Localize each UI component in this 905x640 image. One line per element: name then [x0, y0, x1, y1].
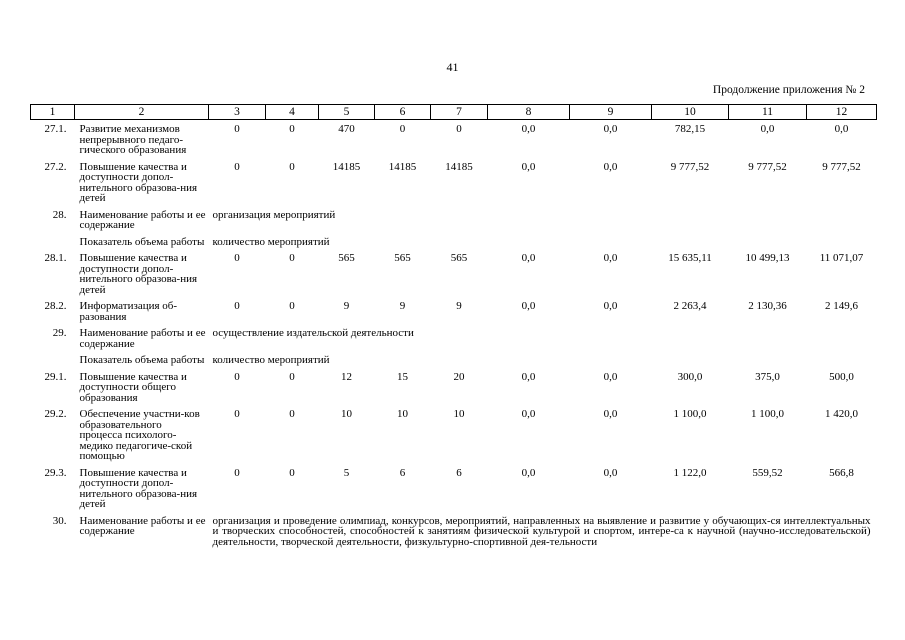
cell-value: 14185: [332, 160, 361, 173]
table-row: [31, 297, 877, 324]
cell-value: 0: [289, 160, 295, 173]
row-number: [31, 351, 75, 368]
cell-value: 0: [289, 300, 295, 312]
cell-value: 9 777,52: [822, 160, 861, 173]
table-row: [31, 233, 877, 250]
cell-value: 12: [341, 370, 352, 383]
cell-value: 0: [234, 408, 240, 420]
cell-value: 5: [343, 466, 350, 479]
row-name: Наименование работы и ее содержание: [79, 327, 206, 350]
column-header: 4: [266, 105, 319, 120]
cell-value: 565: [394, 252, 411, 264]
cell-value: 10: [397, 408, 408, 420]
appendix-caption: Продолжение приложения № 2: [712, 84, 865, 96]
cell-value: 375,0: [755, 370, 780, 383]
row-description: осуществление издательской деятельности: [212, 327, 414, 339]
column-header: 8: [488, 105, 570, 120]
cell-value: 14185: [388, 160, 417, 173]
column-header: 7: [431, 105, 488, 120]
table-row: [31, 512, 877, 550]
cell-value: 0: [234, 466, 240, 479]
cell-value: 9 777,52: [748, 160, 787, 173]
row-number: 28.2.: [44, 300, 67, 312]
row-name: Обеспечение участни-ков образовательного процесса психолого-медико педагогиче-ской помощью: [79, 408, 200, 462]
column-header: 10: [652, 105, 729, 120]
cell-value: 9: [456, 300, 462, 312]
cell-value: 2 130,36: [748, 300, 787, 312]
table-row: [31, 405, 877, 464]
cell-value: 565: [450, 252, 468, 264]
cell-value: 0,0: [521, 252, 536, 264]
cell-value: 0,0: [521, 123, 536, 135]
cell-value: 1 100,0: [751, 408, 784, 420]
cell-value: 2 263,4: [673, 300, 707, 312]
page-number: 41: [446, 60, 459, 74]
column-number-row: [31, 105, 877, 120]
row-name: Показатель объема работы: [79, 235, 205, 248]
column-header: 11: [729, 105, 807, 120]
cell-value: 15: [397, 370, 408, 383]
row-description: организация и проведение олимпиад, конкурсов, мероприятий, направленных на выявление и развитие у обучающих-ся интеллектуальных и творческих способностей, способностей к занятиям физической культурой и спортом, интере-са к научной (научно-исследовательской) деятельности, творческой деятельности, физкультурно-спортивной дея-тельности: [212, 514, 871, 548]
cell-value: 9: [399, 300, 406, 312]
cell-value: 470: [338, 123, 355, 135]
table-body: [31, 120, 877, 550]
row-name: Повышение качества и доступности допол-нительного образова-ния детей: [79, 160, 198, 204]
cell-value: 0: [289, 252, 295, 264]
cell-value: 300,0: [677, 370, 703, 383]
row-number: [31, 233, 75, 250]
cell-value: 0: [234, 160, 240, 173]
table-row: [31, 206, 877, 233]
table-row: [31, 324, 877, 351]
cell-value: 0: [399, 123, 406, 135]
cell-value: 0,0: [760, 123, 775, 135]
cell-value: 10: [341, 408, 352, 420]
cell-value: 0,0: [521, 370, 536, 383]
row-description: количество мероприятий: [212, 354, 330, 366]
cell-value: 0,0: [603, 160, 618, 173]
column-header: 5: [319, 105, 375, 120]
cell-value: 0: [456, 123, 462, 135]
table-row: [31, 351, 877, 368]
cell-value: 9: [343, 300, 350, 312]
row-number: 30.: [52, 514, 67, 527]
cell-value: 2 149,6: [825, 300, 858, 312]
cell-value: 0: [289, 466, 295, 479]
cell-value: 0,0: [603, 466, 618, 479]
cell-value: 15 635,11: [668, 252, 712, 264]
row-name: Повышение качества и доступности допол-нительного образова-ния детей: [79, 252, 198, 296]
row-number: 27.1.: [44, 123, 67, 135]
cell-value: 0,0: [834, 123, 849, 135]
row-number: 29.2.: [44, 408, 67, 420]
cell-value: 0,0: [521, 408, 536, 420]
cell-value: 1 420,0: [825, 408, 858, 420]
column-header: 6: [375, 105, 431, 120]
cell-value: 0,0: [521, 300, 536, 312]
cell-value: 0,0: [603, 370, 618, 383]
row-number: 29.: [52, 327, 67, 339]
cell-value: 0: [234, 300, 240, 312]
cell-value: 6: [456, 466, 462, 479]
table-row: [31, 158, 877, 206]
row-description: количество мероприятий: [212, 235, 330, 248]
row-name: Показатель объема работы: [79, 354, 205, 366]
cell-value: 10: [453, 408, 465, 420]
cell-value: 0: [234, 252, 240, 264]
row-name: Наименование работы и ее содержание: [79, 208, 206, 231]
cell-value: 0: [234, 370, 240, 383]
appendix-table: [30, 104, 877, 549]
row-number: 28.: [52, 208, 67, 221]
row-name: Повышение качества и доступности допол-нительного образова-ния детей: [79, 466, 198, 510]
cell-value: 782,15: [674, 123, 706, 135]
column-header: 12: [807, 105, 877, 120]
cell-value: 0: [234, 123, 240, 135]
row-name: Информатизация об-разования: [79, 300, 178, 323]
cell-value: 14185: [445, 160, 473, 173]
cell-value: 0: [289, 370, 295, 383]
column-header: 3: [209, 105, 266, 120]
cell-value: 10 499,13: [745, 252, 790, 264]
cell-value: 20: [453, 370, 465, 383]
table-row: [31, 464, 877, 512]
cell-value: 1 100,0: [673, 408, 707, 420]
column-header: 2: [75, 105, 209, 120]
row-name: Повышение качества и доступности общего образования: [79, 370, 187, 404]
table-row: [31, 368, 877, 406]
cell-value: 565: [338, 252, 355, 264]
cell-value: 1 122,0: [673, 466, 707, 479]
cell-value: 6: [399, 466, 406, 479]
cell-value: 11 071,07: [819, 252, 864, 264]
cell-value: 0,0: [603, 408, 618, 420]
row-description: организация мероприятий: [212, 208, 336, 221]
table-row: [31, 120, 877, 158]
row-number: 28.1.: [44, 252, 67, 264]
row-number: 27.2.: [44, 160, 67, 173]
row-name: Наименование работы и ее содержание: [79, 514, 206, 537]
cell-value: 500,0: [829, 370, 854, 383]
cell-value: 9 777,52: [670, 160, 710, 173]
cell-value: 0: [289, 408, 295, 420]
cell-value: 0,0: [521, 160, 536, 173]
cell-value: 0,0: [603, 300, 618, 312]
table-row: [31, 249, 877, 297]
column-header: 1: [31, 105, 75, 120]
column-header: 9: [570, 105, 652, 120]
cell-value: 0,0: [603, 252, 618, 264]
cell-value: 0,0: [521, 466, 536, 479]
row-name: Развитие механизмов непрерывного педаго-гического образования: [79, 123, 187, 156]
cell-value: 559,52: [752, 466, 783, 479]
cell-value: 566,8: [829, 466, 854, 479]
cell-value: 0: [289, 123, 295, 135]
row-number: 29.3.: [44, 466, 67, 479]
row-number: 29.1.: [44, 370, 67, 383]
cell-value: 0,0: [603, 123, 618, 135]
